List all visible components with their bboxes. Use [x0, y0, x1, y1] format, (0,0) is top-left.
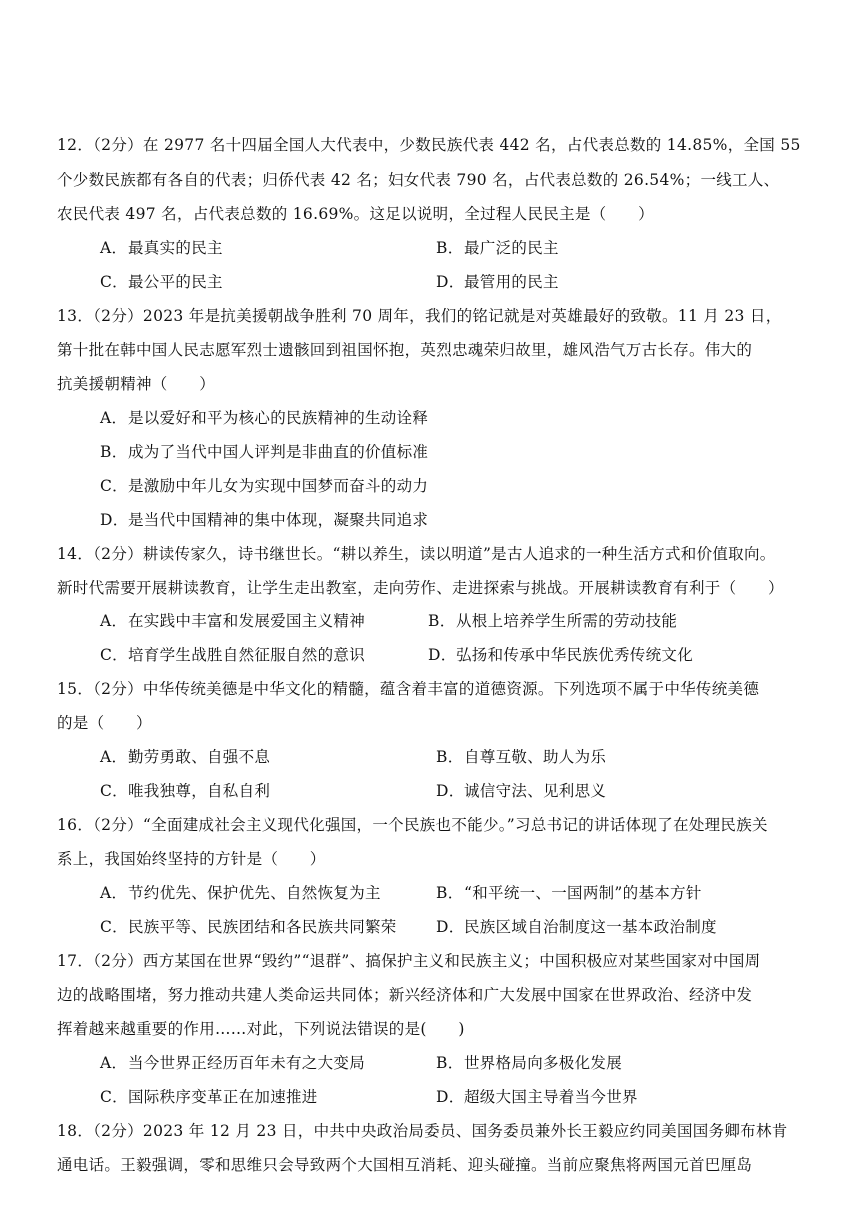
question-14-stem-line-2: 新时代需要开展耕读教育，让学生走出教室，走向劳作、走进探索与挑战。开展耕读教育有利于（ ）	[57, 579, 784, 597]
question-15-stem-line-1: 15．（2分）中华传统美德是中华文化的精髓，蕴含着丰富的道德资源。下列选项不属于中华传统美德	[57, 680, 760, 698]
option-key: A．	[100, 1054, 128, 1072]
question-15-stem-line-2: 的是（ ）	[57, 714, 152, 732]
option-text: 弘扬和传承中华民族优秀传统文化	[456, 646, 694, 664]
option-text: 世界格局向多极化发展	[464, 1054, 623, 1072]
option-text: 在实践中丰富和发展爱国主义精神	[128, 612, 366, 630]
option-text: 最公平的民主	[128, 273, 223, 291]
option-key: B．	[436, 884, 464, 902]
option-key: D．	[436, 273, 465, 291]
option-key: A．	[100, 748, 128, 766]
option-text: 从根上培养学生所需的劳动技能	[456, 612, 678, 630]
question-18-stem-line-1: 18．（2分）2023 年 12 月 23 日，中共中央政治局委员、国务委员兼外长王毅应约同美国国务卿布林肯	[57, 1122, 788, 1140]
question-16-option-d	[436, 915, 717, 937]
option-text: 培育学生战胜自然征服自然的意识	[128, 646, 366, 664]
option-key: D．	[436, 1088, 465, 1106]
option-text: 诚信守法、见利思义	[464, 782, 607, 800]
question-12-option-c	[100, 270, 223, 292]
question-12-stem-line-2: 个少数民族都有各自的代表；归侨代表 42 名；妇女代表 790 名，占代表总数的 26.54%；一线工人、	[57, 171, 780, 189]
question-17-option-b	[436, 1051, 622, 1073]
option-key: C．	[100, 646, 128, 664]
option-text: 民族平等、民族团结和各民族共同繁荣	[128, 918, 397, 936]
option-key: A．	[100, 884, 128, 902]
option-text: “和平统一、一国两制”的基本方针	[464, 884, 702, 902]
option-key: B．	[436, 748, 464, 766]
option-text: 成为了当代中国人评判是非曲直的价值标准	[128, 443, 429, 461]
option-text: 民族区域自治制度这一基本政治制度	[464, 918, 717, 936]
question-16-stem-line-1: 16．（2分）“全面建成社会主义现代化强国，一个民族也不能少。”习总书记的讲话体现了在处理民族关	[57, 816, 768, 834]
option-key: C．	[100, 1088, 128, 1106]
option-key: D．	[100, 511, 129, 529]
question-14-option-d	[428, 643, 693, 665]
option-key: D．	[428, 646, 457, 664]
option-text: 唯我独尊，自私自利	[128, 782, 271, 800]
option-key: D．	[436, 782, 465, 800]
option-key: A．	[100, 612, 128, 630]
question-18-stem-line-2: 通电话。王毅强调，零和思维只会导致两个大国相互消耗、迎头碰撞。当前应聚焦将两国元首巴厘岛	[57, 1156, 753, 1174]
option-key: C．	[100, 782, 128, 800]
option-text: 国际秩序变革正在加速推进	[128, 1088, 318, 1106]
option-key: C．	[100, 918, 128, 936]
question-15-option-b	[436, 745, 606, 767]
option-text: 是当代中国精神的集中体现，凝聚共同追求	[128, 511, 429, 529]
option-key: A．	[100, 409, 128, 427]
question-12-option-d	[436, 270, 559, 292]
question-15-option-a	[100, 745, 270, 767]
question-16-option-a	[100, 881, 381, 903]
option-key: B．	[100, 443, 128, 461]
question-16-option-c	[100, 915, 397, 937]
question-12-option-a	[100, 236, 223, 258]
question-13-option-b	[100, 440, 428, 462]
question-15-option-d	[436, 779, 606, 801]
question-17-stem-line-3: 挥着越来越重要的作用……对此，下列说法错误的是( )	[57, 1020, 465, 1038]
option-text: 勤劳勇敢、自强不息	[128, 748, 271, 766]
option-key: B．	[436, 1054, 464, 1072]
option-text: 节约优先、保护优先、自然恢复为主	[128, 884, 381, 902]
question-12-option-b	[436, 236, 559, 258]
question-17-option-c	[100, 1085, 318, 1107]
question-14-option-b	[428, 609, 677, 631]
option-text: 自尊互敬、助人为乐	[464, 748, 607, 766]
option-text: 最真实的民主	[128, 239, 223, 257]
option-key: D．	[436, 918, 465, 936]
option-key: B．	[436, 239, 464, 257]
question-13-option-a	[100, 406, 428, 428]
question-12-stem-line-3: 农民代表 497 名，占代表总数的 16.69%。这足以说明，全过程人民民主是（ ）	[57, 205, 654, 223]
question-13-stem-line-2: 第十批在韩中国人民志愿军烈士遗骸回到祖国怀抱，英烈忠魂荣归故里，雄风浩气万古长存。伟大的	[57, 341, 753, 359]
option-text: 最管用的民主	[464, 273, 559, 291]
question-12-stem-line-1: 12．（2分）在 2977 名十四届全国人大代表中，少数民族代表 442 名，占代表总数的 14.85%，全国 55	[57, 136, 801, 154]
question-17-option-d	[436, 1085, 638, 1107]
question-17-stem-line-1: 17．（2分）西方某国在世界“毁约”“退群”、搞保护主义和民族主义；中国积极应对某些国家对中国周	[57, 952, 761, 970]
option-key: C．	[100, 273, 128, 291]
question-13-stem-line-1: 13．（2分）2023 年是抗美援朝战争胜利 70 周年，我们的铭记就是对英雄最好的致敬。11 月 23 日，	[57, 307, 782, 325]
question-13-stem-line-3: 抗美援朝精神（ ）	[57, 375, 216, 393]
option-text: 超级大国主导着当今世界	[464, 1088, 638, 1106]
option-text: 是激励中年儿女为实现中国梦而奋斗的动力	[128, 477, 429, 495]
question-14-stem-line-1: 14．（2分）耕读传家久，诗书继世长。“耕以养生，读以明道”是古人追求的一种生活方式和价值取向。	[57, 545, 776, 563]
option-text: 当今世界正经历百年未有之大变局	[128, 1054, 366, 1072]
option-key: B．	[428, 612, 456, 630]
option-text: 是以爱好和平为核心的民族精神的生动诠释	[128, 409, 429, 427]
question-14-option-c	[100, 643, 365, 665]
question-16-stem-line-2: 系上，我国始终坚持的方针是（ ）	[57, 850, 326, 868]
option-key: C．	[100, 477, 128, 495]
option-text: 最广泛的民主	[464, 239, 559, 257]
option-key: A．	[100, 239, 128, 257]
question-14-option-a	[100, 609, 365, 631]
question-17-stem-line-2: 边的战略围堵，努力推动共建人类命运共同体；新兴经济体和广大发展中国家在世界政治、经济中发	[57, 986, 753, 1004]
question-13-option-c	[100, 474, 428, 496]
question-13-option-d	[100, 508, 428, 530]
question-17-option-a	[100, 1051, 365, 1073]
question-15-option-c	[100, 779, 270, 801]
question-16-option-b	[436, 881, 702, 903]
